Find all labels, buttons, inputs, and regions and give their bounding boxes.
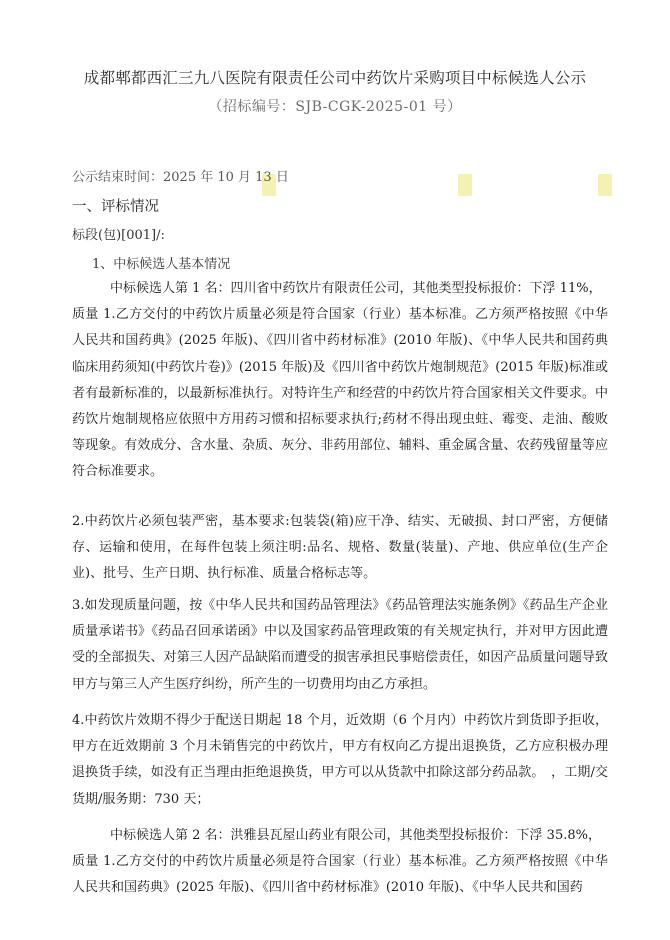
candidate-2-paragraph — [72, 823, 608, 902]
section-heading: 一、评标情况 — [72, 199, 159, 215]
highlight-mark — [458, 174, 472, 196]
candidate-1-paragraph — [72, 276, 608, 486]
candidate-1-quality: 质量 1.乙方交付的中药饮片质量必须是符合国家（行业）基本标准。乙方须严格按照《中华人民共和国药典》(2025 年版)、《四川省中药材标准》(2010 年版)、《中华人民共和国药典临床用药须知(中药饮片卷)》(2015 年版)及《四川省中药饮片炮制规范》(2015 年版)标准或者有最新标准的，以最新标准执行。对特许生产和经营的中药饮片符合国家相关文件要求。中药饮片炮制规格应依照中方用药习惯和招标要求执行;药材不得出现虫蛀、霉变、走油、酸败等现象。有效成分、含水量、杂质、灰分、非药用部位、辅料、重金属含量、农药残留量等应符合标准要求。 — [72, 307, 608, 480]
tender-number: （招标编号：SJB-CGK-2025-01 号） — [208, 99, 462, 115]
document-title: 成都郫都西汇三九八医院有限责任公司中药饮片采购项目中标候选人公示 — [83, 69, 587, 87]
announce-end-date: 公示结束时间：2025 年 10 月 13 日 — [72, 170, 289, 185]
subsection-heading: 1、中标候选人基本情况 — [92, 257, 231, 272]
candidate-2-quality: 质量 1.乙方交付的中药饮片质量必须是符合国家（行业）基本标准。乙方须严格按照《中华人民共和国药典》(2025 年版)、《四川省中药材标准》(2010 年版)、《中华人民共和国药 — [72, 854, 608, 896]
item-3-paragraph: 3.如发现质量问题，按《中华人民共和国药品管理法》《药品管理法实施条例》《药品生产企业质量承诺书》《药品召回承诺函》中以及国家药品管理政策的有关规定执行，并对甲方因此遭受的全部损失、对第三人因产品缺陷而遭受的损害承担民事赔偿责任，如因产品质量问题导致甲方与第三人产生医疗纠纷，所产生的一切费用均由乙方承担。 — [72, 598, 608, 692]
item-2-paragraph: 2.中药饮片必须包装严密，基本要求:包装袋(箱)应干净、结实、无破损、封口严密，方便储存、运输和使用，在每件包装上须注明:品名、规格、数量(装量)、产地、供应单位(生产企业)、批号、生产日期、执行标准、质量合格标志等。 — [72, 514, 608, 582]
candidate-1-intro: 中标候选人第 1 名：四川省中药饮片有限责任公司，其他类型投标报价：下浮 11%， — [110, 281, 602, 296]
lot-label: 标段(包)[001]/: — [72, 228, 165, 243]
highlight-mark — [598, 174, 612, 196]
item-4-paragraph: 4.中药饮片效期不得少于配送日期起 18 个月，近效期（6 个月内）中药饮片到货即予拒收，甲方在近效期前 3 个月未销售完的中药饮片，甲方有权向乙方提出退换货，乙方应积极办理退换货手续，如没有正当理由拒绝退换货，甲方可以从货款中扣除这部分药品款。 ，工期/交货期/服务期：730 天； — [72, 713, 608, 807]
candidate-2-intro: 中标候选人第 2 名：洪雅县瓦屋山药业有限公司，其他类型投标报价：下浮 35.8%， — [110, 828, 601, 843]
